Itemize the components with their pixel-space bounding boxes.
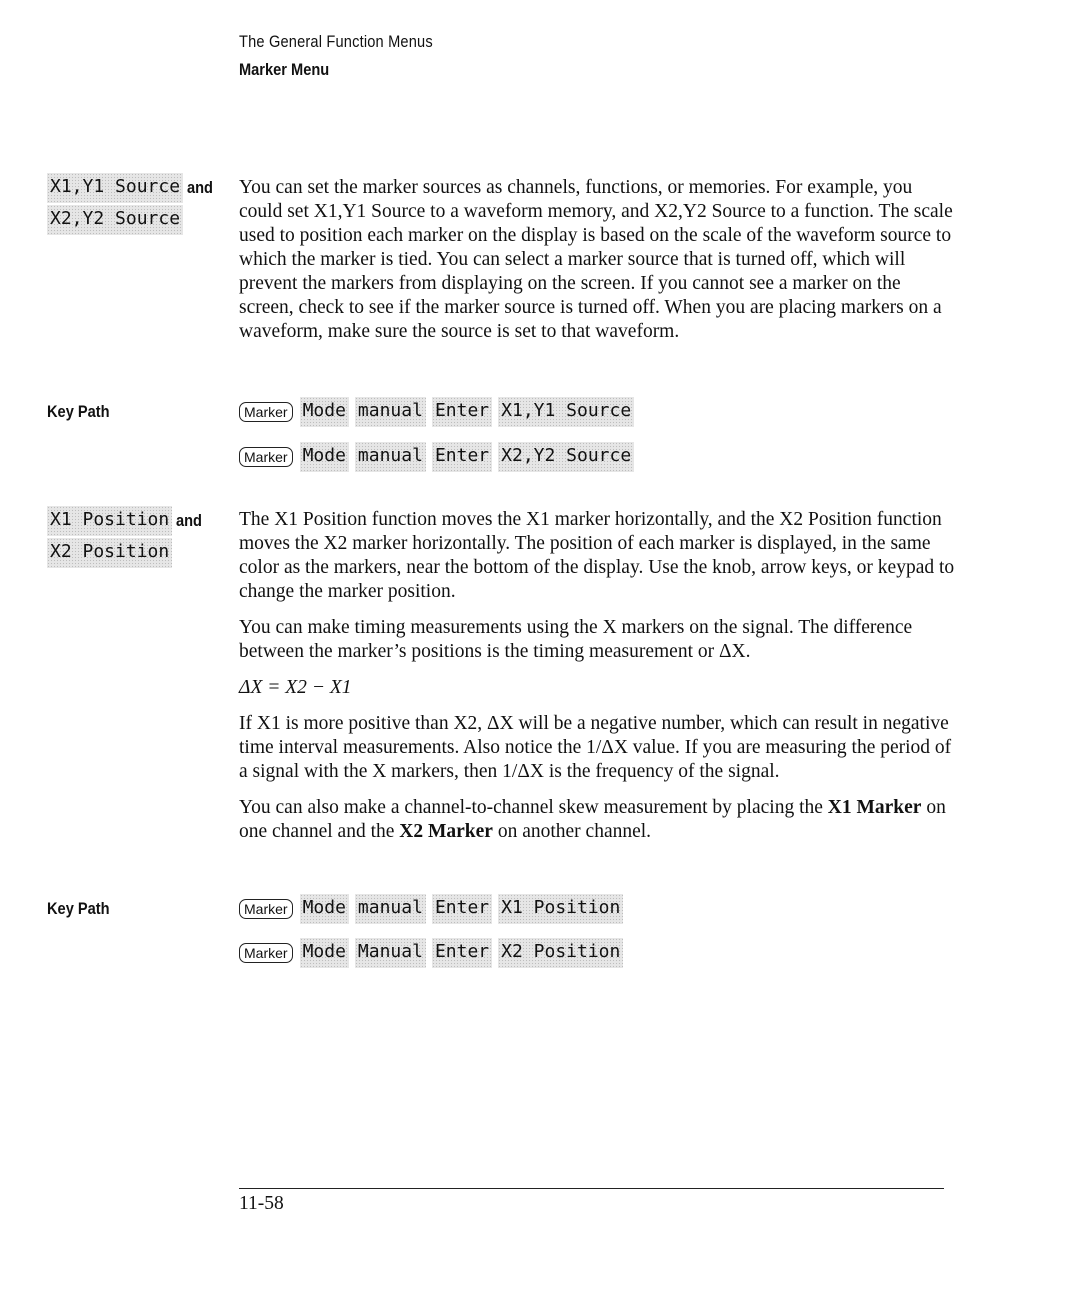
key-path-label: Key Path — [47, 899, 110, 918]
manual-softkey: manual — [355, 397, 426, 427]
position-paragraph-2: You can make timing measurements using the X markers on the signal. The difference between the marker’s positions is the timing measurement or ΔX. — [239, 617, 913, 662]
mode-softkey: Mode — [300, 938, 349, 968]
manual-softkey: manual — [355, 894, 426, 924]
x1-position-softkey: X1 Position — [47, 506, 172, 536]
position-paragraph-4 — [239, 796, 955, 844]
x2-marker-term: X2 Marker — [399, 821, 493, 842]
x2-position-softkey: X2 Position — [47, 538, 172, 568]
marker-hardkey: Marker — [239, 447, 293, 467]
section-title: Marker Menu — [239, 60, 330, 79]
footer-rule — [239, 1188, 944, 1189]
key-path-row — [239, 397, 640, 429]
x2-position-softkey: X2 Position — [498, 938, 623, 968]
enter-softkey: Enter — [432, 442, 492, 472]
marker-hardkey: Marker — [239, 943, 293, 963]
source-softkey-label — [47, 173, 217, 203]
enter-softkey: Enter — [432, 894, 492, 924]
marker-hardkey: Marker — [239, 402, 293, 422]
and-word: and — [187, 178, 214, 197]
position-paragraph-1: The X1 Position function moves the X1 marker horizontally, and the X2 Position function moves the X2 marker horizontally. The position of each marker is displayed, in the same color as the markers, near the bottom of the display. Use the knob, arrow keys, or keypad to change the marker position. — [239, 509, 955, 602]
delta-x-formula: ΔX = X2 − X1 — [239, 677, 352, 698]
x1-position-softkey: X1 Position — [498, 894, 623, 924]
source-paragraph: You can set the marker sources as channels, functions, or memories. For example, you could set X1,Y1 Source to a waveform memory, and X2,Y2 Source to a function. The scale used to position each marker on the display is based on the scale of the waveform source to which the marker is tied. You can select a marker source that is turned off, which will prevent the markers from displaying on the screen. If you cannot see a marker on the screen, check to see if the marker source is turned off. When you are placing markers on a waveform, make sure the source is set to that waveform. — [239, 177, 953, 342]
marker-hardkey: Marker — [239, 899, 293, 919]
manual-softkey: Manual — [355, 938, 426, 968]
x1y1-source-softkey: X1,Y1 Source — [498, 397, 634, 427]
x2y2-source-softkey: X2,Y2 Source — [47, 205, 183, 235]
x1-marker-term: X1 Marker — [827, 797, 922, 818]
running-head: The General Function Menus — [239, 32, 433, 51]
mode-softkey: Mode — [300, 894, 349, 924]
x2y2-source-softkey: X2,Y2 Source — [498, 442, 634, 472]
position-paragraph-3: If X1 is more positive than X2, ΔX will be a negative number, which can result in negative time interval measurements. Also notice the 1/ΔX value. If you are measuring the period of a signal with the X markers, then 1/ΔX is the frequency of the signal. — [239, 713, 952, 782]
enter-softkey: Enter — [432, 397, 492, 427]
mode-softkey: Mode — [300, 442, 349, 472]
x1y1-source-softkey: X1,Y1 Source — [47, 173, 183, 203]
source-softkey-label-2 — [47, 205, 183, 235]
mode-softkey: Mode — [300, 397, 349, 427]
enter-softkey: Enter — [432, 938, 492, 968]
p4-text-a: You can also make a channel-to-channel skew measurement by placing the — [239, 797, 828, 818]
p4-text-c: on one channel and the — [239, 797, 946, 842]
key-path-row — [239, 894, 629, 926]
position-softkey-label-2 — [47, 538, 172, 568]
and-word: and — [176, 511, 203, 530]
page-number: 11-58 — [239, 1193, 284, 1214]
manual-softkey: manual — [355, 442, 426, 472]
key-path-row — [239, 938, 629, 970]
position-description — [239, 508, 955, 856]
key-path-row — [239, 442, 640, 474]
position-softkey-label — [47, 506, 206, 536]
p4-text-e: on another channel. — [492, 821, 652, 842]
key-path-label: Key Path — [47, 402, 110, 421]
source-description — [239, 176, 955, 356]
